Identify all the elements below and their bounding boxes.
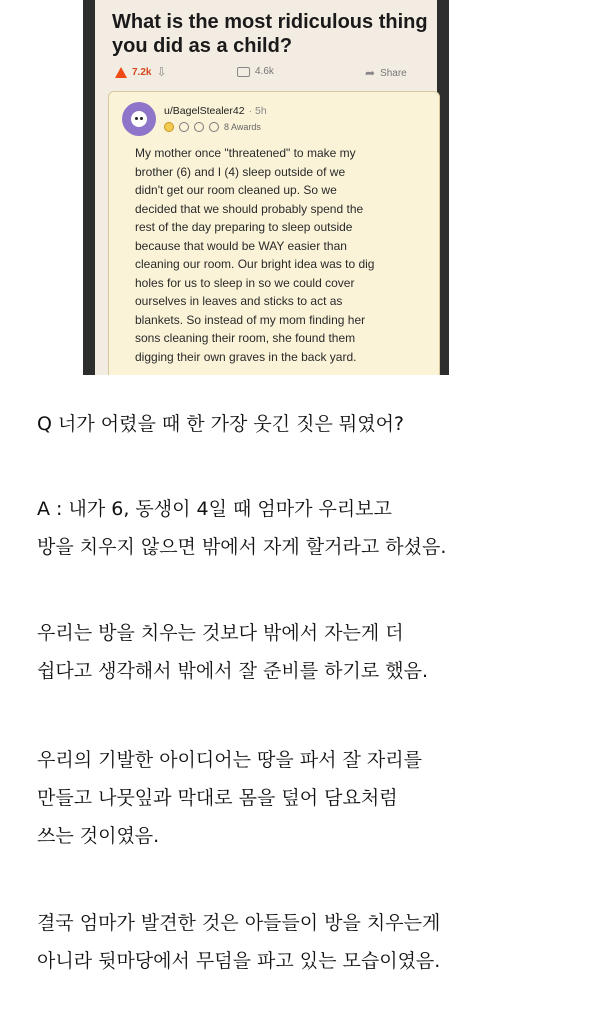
- upvote-arrow-icon: [115, 67, 127, 78]
- username[interactable]: u/BagelStealer42: [164, 105, 245, 117]
- share-label: Share: [380, 67, 407, 79]
- screenshot-border-left: [83, 0, 95, 375]
- upvote-button[interactable]: [115, 66, 167, 78]
- upvote-count: 7.2k: [132, 66, 152, 78]
- comment-body: My mother once "threatened" to make my brother (6) and I (4) sleep outside of we didn't get our room cleaned up. So we decided that we should probably spend the rest of the day preparing to sleep outside because that would be WAY easier than cleaning our room. Our bright idea was to dig holes for us to sleep in so we could cover ourselves in leaves and sticks to act as blankets. So instead of my mom finding her sons cleaning their room, she found them digging their own graves in the back yard.: [135, 146, 375, 364]
- reddit-screenshot: [83, 0, 449, 375]
- top-comment: [108, 91, 440, 375]
- downvote-arrow-icon[interactable]: ⇩: [156, 65, 167, 79]
- share-arrow-icon: ➦: [365, 66, 376, 80]
- answer-paragraph-4: 결국 엄마가 발견한 것은 아들들이 방을 치우는게 아니라 뒷마당에서 무덤을 파고 있는 모습이였음.: [37, 912, 441, 972]
- post-action-bar: [115, 62, 425, 86]
- answer-paragraph-2: 우리는 방을 치우는 것보다 밖에서 자는게 더 쉽다고 생각해서 밖에서 잘 준비를 하기로 했음.: [37, 622, 429, 682]
- post-title: What is the most ridiculous thing you did as a child?: [112, 11, 428, 57]
- comments-button[interactable]: [237, 66, 274, 77]
- post-card: [95, 0, 437, 375]
- avatar[interactable]: [122, 102, 156, 136]
- answer-paragraph-1: A : 내가 6, 동생이 4일 때 엄마가 우리보고 방을 치우지 않으면 밖에서 자게 할거라고 하셨음.: [37, 498, 447, 558]
- gold-award-icon: [164, 122, 174, 132]
- wholesome-award-icon: [179, 122, 189, 132]
- answer-paragraph-3: 우리의 기발한 아이디어는 땅을 파서 잘 자리를 만들고 나뭇잎과 막대로 몸을 덮어 담요처럼 쓰는 것이였음.: [37, 749, 422, 847]
- awards-row[interactable]: [164, 122, 261, 132]
- share-button[interactable]: [365, 66, 407, 80]
- question-text: Q 너가 어렸을 때 한 가장 웃긴 짓은 뭐였어?: [37, 413, 405, 435]
- awards-count: 8 Awards: [224, 122, 261, 132]
- comment-count: 4.6k: [255, 66, 274, 77]
- avatar-face-icon: [131, 111, 147, 127]
- helpful-award-icon: [194, 122, 204, 132]
- comment-bubble-icon: [237, 67, 250, 77]
- comment-author[interactable]: [164, 105, 267, 117]
- comment-time: · 5h: [248, 105, 267, 117]
- silver-award-icon: [209, 122, 219, 132]
